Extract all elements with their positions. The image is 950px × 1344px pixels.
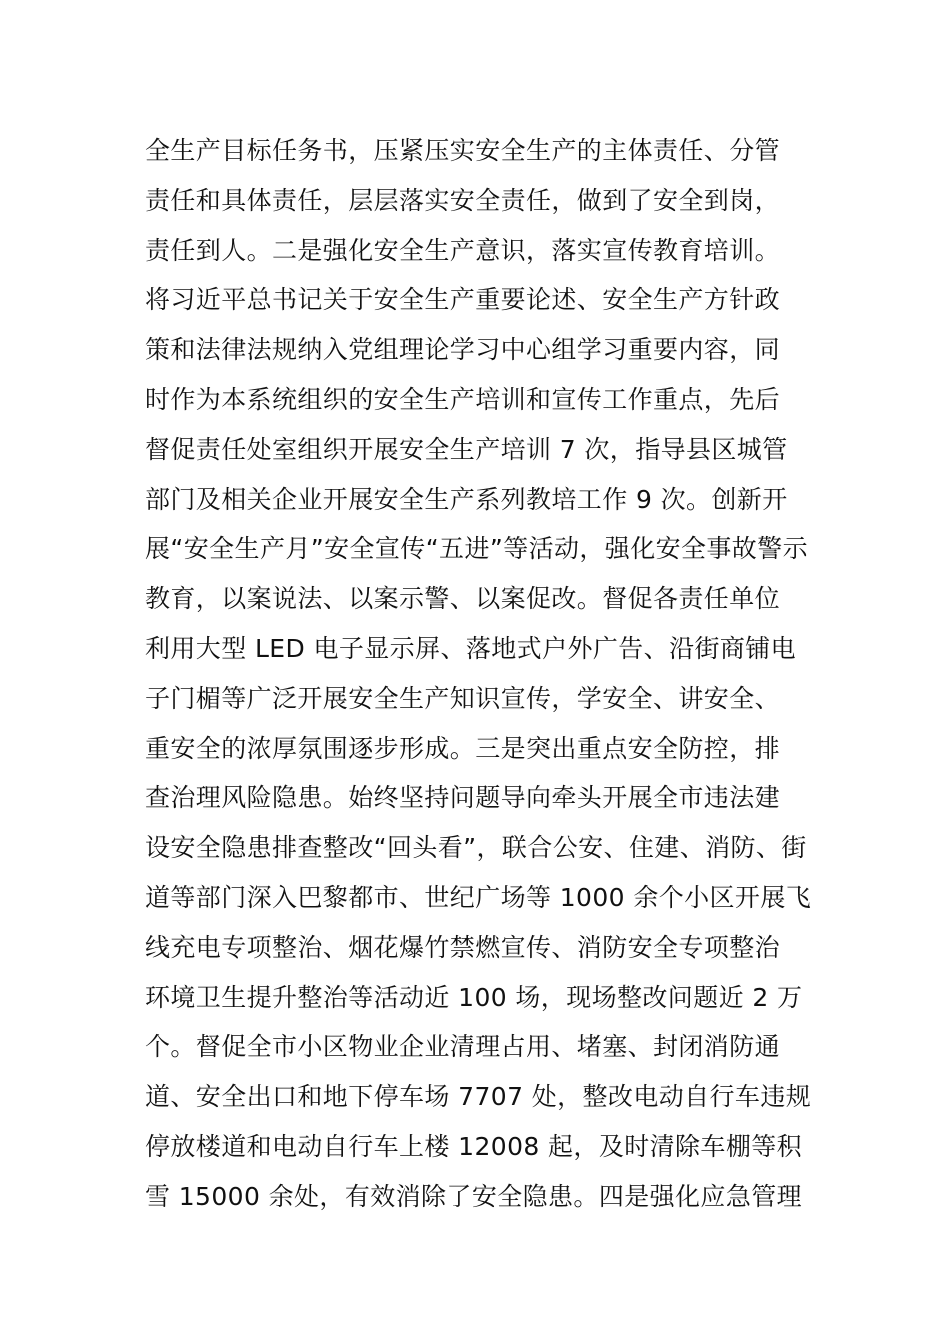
text-line: 部门及相关企业开展安全生产系列教培工作 9 次。创新开 (145, 484, 788, 514)
text-line: 个。督促全市小区物业企业清理占用、堵塞、封闭消防通 (145, 1032, 781, 1062)
text-line: 重安全的浓厚氛围逐步形成。三是突出重点安全防控，排 (145, 733, 781, 763)
text-line: 道等部门深入巴黎都市、世纪广场等 1000 余个小区开展飞 (145, 882, 812, 912)
text-line: 道、安全出口和地下停车场 7707 处，整改电动自行车违规 (145, 1082, 812, 1112)
text-line: 查治理风险隐患。始终坚持问题导向牵头开展全市违法建 (145, 783, 781, 813)
text-line: 设安全隐患排查整改“回头看”，联合公安、住建、消防、街 (145, 833, 807, 863)
text-line: 责任到人。二是强化安全生产意识，落实宣传教育培训。 (145, 235, 781, 265)
text-line: 全生产目标任务书，压紧压实安全生产的主体责任、分管 (145, 136, 781, 165)
text-line: 策和法律法规纳入党组理论学习中心组学习重要内容，同 (145, 335, 781, 365)
text-line: 督促责任处室组织开展安全生产培训 7 次，指导县区城管 (145, 434, 788, 464)
text-line: 线充电专项整治、烟花爆竹禁燃宣传、消防安全专项整治 (145, 932, 781, 962)
text-line: 停放楼道和电动自行车上楼 12008 起，及时清除车棚等积 (145, 1131, 803, 1161)
text-line: 教育，以案说法、以案示警、以案促改。督促各责任单位 (145, 584, 781, 614)
text-line: 环境卫生提升整治等活动近 100 场，现场整改问题近 2 万 (145, 982, 803, 1012)
text-line: 展“安全生产月”安全宣传“五进”等活动，强化安全事故警示 (145, 534, 809, 564)
text-line: 雪 15000 余处，有效消除了安全隐患。四是强化应急管理 (145, 1181, 803, 1211)
text-line: 利用大型 LED 电子显示屏、落地式户外广告、沿街商铺电 (145, 633, 797, 663)
body-text (145, 126, 815, 1222)
text-line: 责任和具体责任，层层落实安全责任，做到了安全到岗， (145, 185, 781, 215)
text-line: 将习近平总书记关于安全生产重要论述、安全生产方针政 (145, 285, 781, 315)
text-line: 子门楣等广泛开展安全生产知识宣传，学安全、讲安全、 (145, 683, 781, 713)
text-line: 时作为本系统组织的安全生产培训和宣传工作重点，先后 (145, 384, 781, 414)
